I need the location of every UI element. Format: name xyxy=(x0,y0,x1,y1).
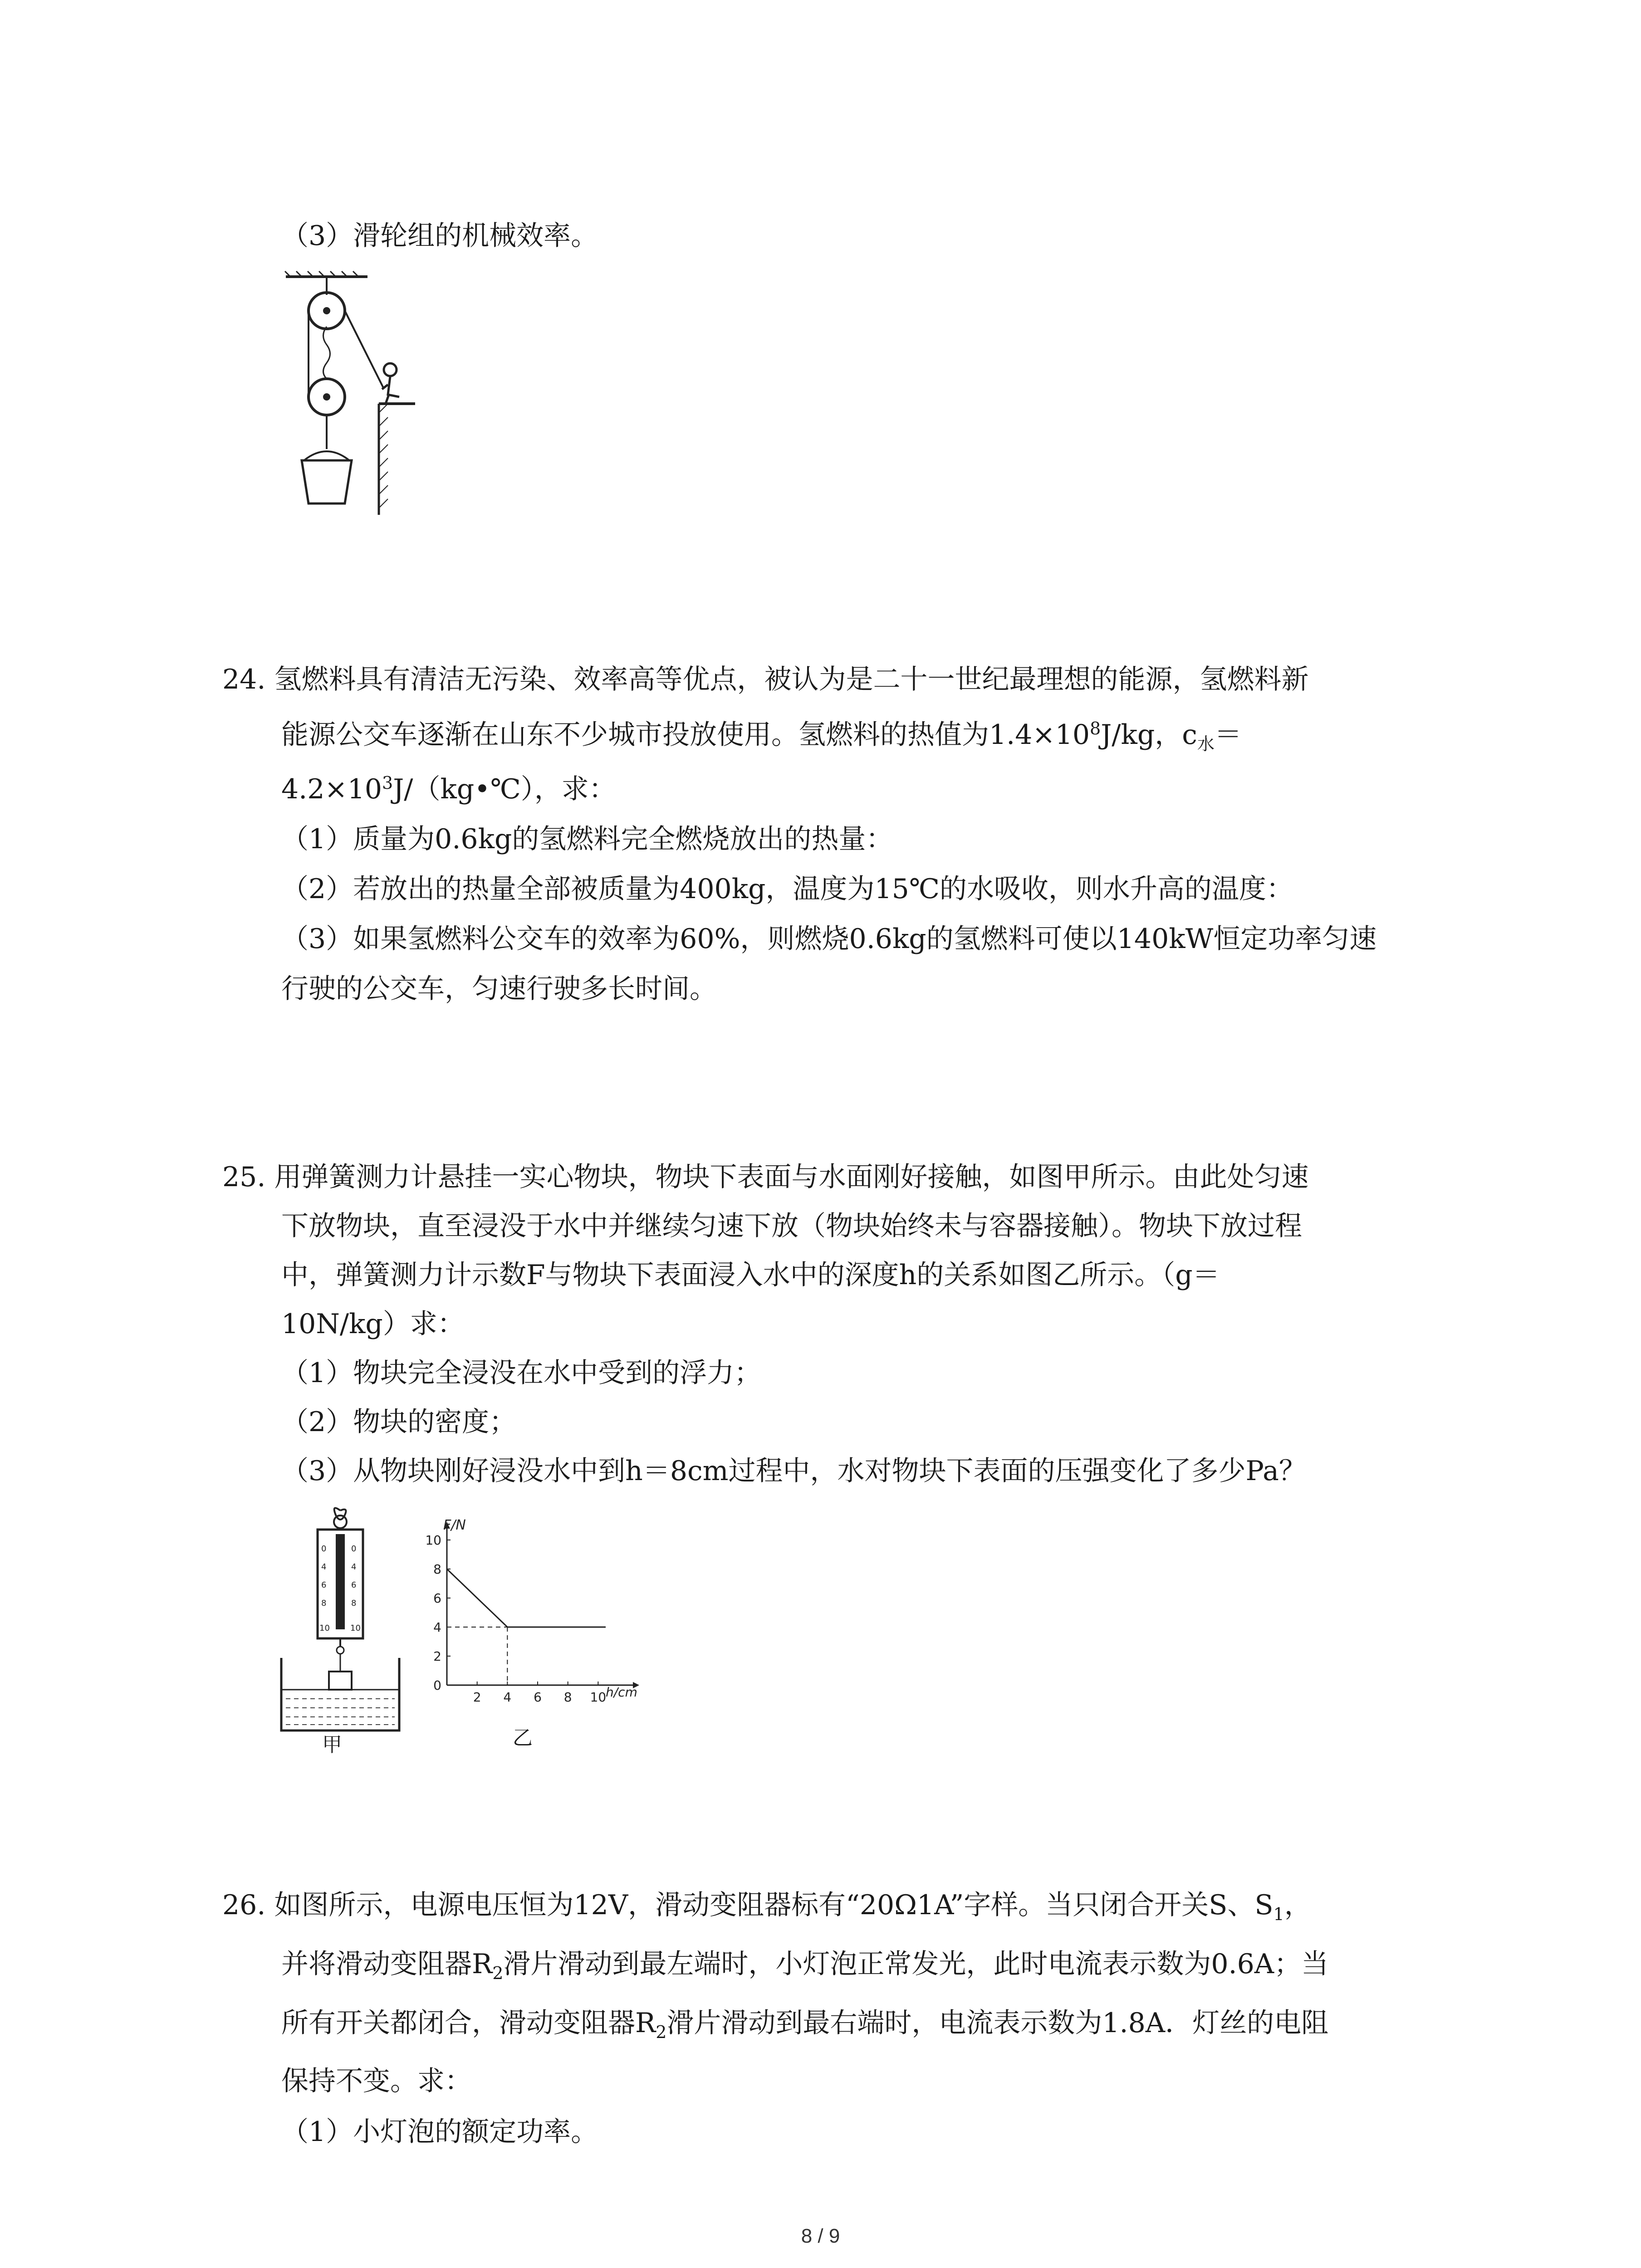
q24-number: 24. xyxy=(222,664,266,695)
chart-svg xyxy=(411,1510,647,1715)
q26-line2-b: 滑片滑动到最左端时，小灯泡正常发光，此时电流表示数为0.6A；当 xyxy=(503,1948,1329,1980)
q24-line2-sup: 8 xyxy=(1090,719,1101,738)
x-tick-label: 6 xyxy=(534,1690,542,1705)
svg-text:10: 10 xyxy=(319,1623,330,1633)
q26-line3-sub: 2 xyxy=(656,2022,667,2042)
q24-line3-b: J/（kg•℃），求： xyxy=(393,773,616,805)
svg-text:4: 4 xyxy=(321,1562,327,1572)
pulley-figure xyxy=(277,268,426,522)
chart-series xyxy=(447,1569,606,1685)
q26-number: 26. xyxy=(222,1889,266,1921)
q24-line3-a: 4.2×10 xyxy=(281,773,382,805)
q26-line1-sub: 1 xyxy=(1273,1904,1284,1924)
chart-xlabel: h/cm xyxy=(606,1685,637,1700)
q24-part3-line2: 行驶的公交车，匀速行驶多长时间。 xyxy=(281,973,717,1005)
y-tick-label: 0 xyxy=(433,1678,441,1693)
q24-line2-sub: 水 xyxy=(1197,734,1215,754)
svg-text:4: 4 xyxy=(351,1562,357,1572)
q25-line1 xyxy=(222,1159,1309,1195)
q24-text-1: 氢燃料具有清洁无污染、效率高等优点，被认为是二十一世纪最理想的能源，氢燃料新 xyxy=(274,664,1309,695)
q26-line3 xyxy=(281,2005,1328,2041)
q26-line2-sub: 2 xyxy=(492,1963,504,1983)
page-number: 8 / 9 xyxy=(801,2225,840,2247)
spring-scale-figure xyxy=(272,1501,408,1756)
svg-text:0: 0 xyxy=(351,1544,357,1554)
q26-line3-a: 所有开关都闭合，滑动变阻器R xyxy=(281,2007,656,2039)
q23-part3: （3）滑轮组的机械效率。 xyxy=(281,220,598,252)
svg-text:10: 10 xyxy=(350,1623,361,1633)
q25-part2: （2）物块的密度； xyxy=(281,1406,517,1438)
q26-line3-b: 滑片滑动到最右端时，电流表示数为1.8A．灯丝的电阻 xyxy=(666,2007,1329,2039)
chart-ticks xyxy=(425,1533,606,1705)
y-tick-label: 6 xyxy=(433,1591,441,1606)
svg-text:8: 8 xyxy=(351,1598,357,1608)
q24-part2: （2）若放出的热量全部被质量为400kg，温度为15℃的水吸收，则水升高的温度： xyxy=(281,873,1293,905)
x-tick-label: 8 xyxy=(563,1690,572,1705)
q25-part1: （1）物块完全浸没在水中受到的浮力； xyxy=(281,1357,762,1389)
q26-line2 xyxy=(281,1946,1328,1982)
q26-line1-text: 如图所示，电源电压恒为12V，滑动变阻器标有“20Ω1A”字样。当只闭合开关S、S xyxy=(274,1889,1274,1921)
q24-part3-line1: （3）如果氢燃料公交车的效率为60%，则燃烧0.6kg的氢燃料可使以140kW恒定功率匀速 xyxy=(281,923,1377,955)
q25-number: 25. xyxy=(222,1161,266,1193)
q26-part1: （1）小灯泡的额定功率。 xyxy=(281,2116,598,2148)
q25-line2: 下放物块，直至浸没于水中并继续匀速下放（物块始终未与容器接触）。物块下放过程 xyxy=(281,1210,1302,1242)
f-h-chart xyxy=(411,1510,647,1755)
q25-line4: 10N/kg）求： xyxy=(281,1308,465,1340)
x-tick-label: 2 xyxy=(473,1690,481,1705)
y-tick-label: 2 xyxy=(433,1649,441,1664)
y-tick-label: 4 xyxy=(433,1620,441,1635)
fig-yi-label: 乙 xyxy=(513,1726,533,1750)
q24-line1 xyxy=(222,661,1309,698)
fig-jia-label: 甲 xyxy=(322,1733,342,1756)
svg-text:6: 6 xyxy=(321,1580,327,1590)
svg-text:8: 8 xyxy=(321,1598,327,1608)
svg-text:0: 0 xyxy=(321,1544,327,1554)
x-tick-label: 10 xyxy=(590,1690,607,1705)
x-tick-label: 4 xyxy=(503,1690,512,1705)
q24-line2-a: 能源公交车逐渐在山东不少城市投放使用。氢燃料的热值为1.4×10 xyxy=(281,719,1090,751)
q25-text-1: 用弹簧测力计悬挂一实心物块，物块下表面与水面刚好接触，如图甲所示。由此处匀速 xyxy=(274,1161,1309,1193)
q24-line2 xyxy=(281,717,1242,753)
q24-line3 xyxy=(281,771,616,807)
q24-line2-b: J/kg，c xyxy=(1101,719,1197,751)
q26-line4: 保持不变。求： xyxy=(281,2065,472,2097)
series-line xyxy=(447,1569,606,1627)
q26-line2-a: 并将滑动变阻器R xyxy=(281,1948,493,1980)
svg-text:6: 6 xyxy=(351,1580,357,1590)
chart-ylabel: F/N xyxy=(443,1517,466,1533)
q24-line3-sup: 3 xyxy=(382,773,393,793)
q25-part3: （3）从物块刚好浸没水中到h＝8cm过程中，水对物块下表面的压强变化了多少Pa？ xyxy=(281,1455,1306,1487)
q24-line2-c: ＝ xyxy=(1214,719,1242,751)
q25-line3: 中，弹簧测力计示数F与物块下表面浸入水中的深度h的关系如图乙所示。（g＝ xyxy=(281,1259,1220,1291)
chart-axes xyxy=(444,1522,639,1688)
y-tick-label: 10 xyxy=(425,1533,441,1548)
q26-line1 xyxy=(222,1887,1312,1923)
q24-part1: （1）质量为0.6kg的氢燃料完全燃烧放出的热量： xyxy=(281,823,893,855)
y-tick-label: 8 xyxy=(433,1562,441,1577)
q26-line1-end: ， xyxy=(1284,1889,1312,1921)
